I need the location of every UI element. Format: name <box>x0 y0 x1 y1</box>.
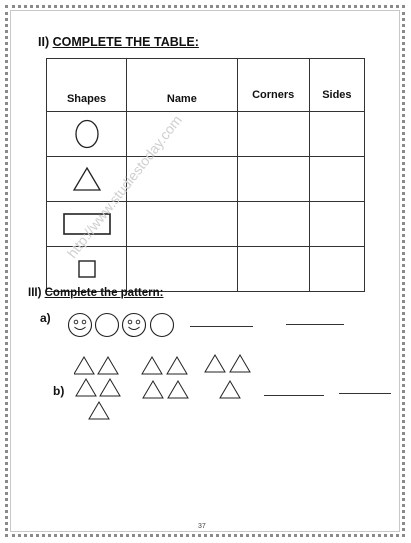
header-shapes: Shapes <box>47 59 127 112</box>
section3-heading <box>28 287 163 299</box>
corners-cell[interactable] <box>237 247 309 292</box>
sides-cell[interactable] <box>309 202 364 247</box>
pattern-b-label: b) <box>53 384 65 398</box>
section2-heading <box>38 35 199 49</box>
answer-line-b2[interactable] <box>339 393 391 394</box>
circle-icon <box>96 314 119 337</box>
corners-cell[interactable] <box>237 157 309 202</box>
pattern-a-label: a) <box>40 311 51 325</box>
triangle-group-2-icon <box>142 357 188 398</box>
section2-number: II) <box>38 35 50 49</box>
smiley-face-icon <box>69 314 92 337</box>
corners-cell[interactable] <box>237 112 309 157</box>
answer-line-a2[interactable] <box>286 324 344 325</box>
corners-cell[interactable] <box>237 202 309 247</box>
shape-cell <box>47 247 127 292</box>
table-row <box>47 157 365 202</box>
pattern-b-shapes <box>74 353 256 423</box>
shape-cell <box>47 157 127 202</box>
triangle-group-3-icon <box>74 357 120 419</box>
answer-line-b1[interactable] <box>264 395 324 396</box>
page-number: 37 <box>198 523 206 530</box>
square-icon <box>77 259 97 279</box>
section2-title: COMPLETE THE TABLE: <box>52 35 199 49</box>
table-row <box>47 112 365 157</box>
sides-cell[interactable] <box>309 157 364 202</box>
table-row <box>47 247 365 292</box>
shape-cell <box>47 202 127 247</box>
name-cell[interactable] <box>127 157 238 202</box>
triangle-icon <box>72 166 102 192</box>
header-corners: Corners <box>237 59 309 112</box>
circle-icon <box>151 314 174 337</box>
rectangle-icon <box>62 212 112 236</box>
circle-icon <box>73 118 101 150</box>
smiley-face-icon <box>123 314 146 337</box>
sides-cell[interactable] <box>309 112 364 157</box>
name-cell[interactable] <box>127 112 238 157</box>
section3-title: Complete the pattern: <box>44 287 164 299</box>
header-name: Name <box>127 59 238 112</box>
shape-cell <box>47 112 127 157</box>
header-sides: Sides <box>309 59 364 112</box>
section3-number: III) <box>28 287 42 299</box>
table-row <box>47 202 365 247</box>
answer-line-a1[interactable] <box>190 326 253 327</box>
shapes-table <box>46 58 365 292</box>
pattern-a-shapes <box>66 310 178 340</box>
watermark-text: http://www.studiestoday.com <box>63 112 185 261</box>
name-cell[interactable] <box>127 247 238 292</box>
table-header-row <box>47 59 365 112</box>
name-cell[interactable] <box>127 202 238 247</box>
triangle-group-1-icon <box>205 355 250 398</box>
sides-cell[interactable] <box>309 247 364 292</box>
